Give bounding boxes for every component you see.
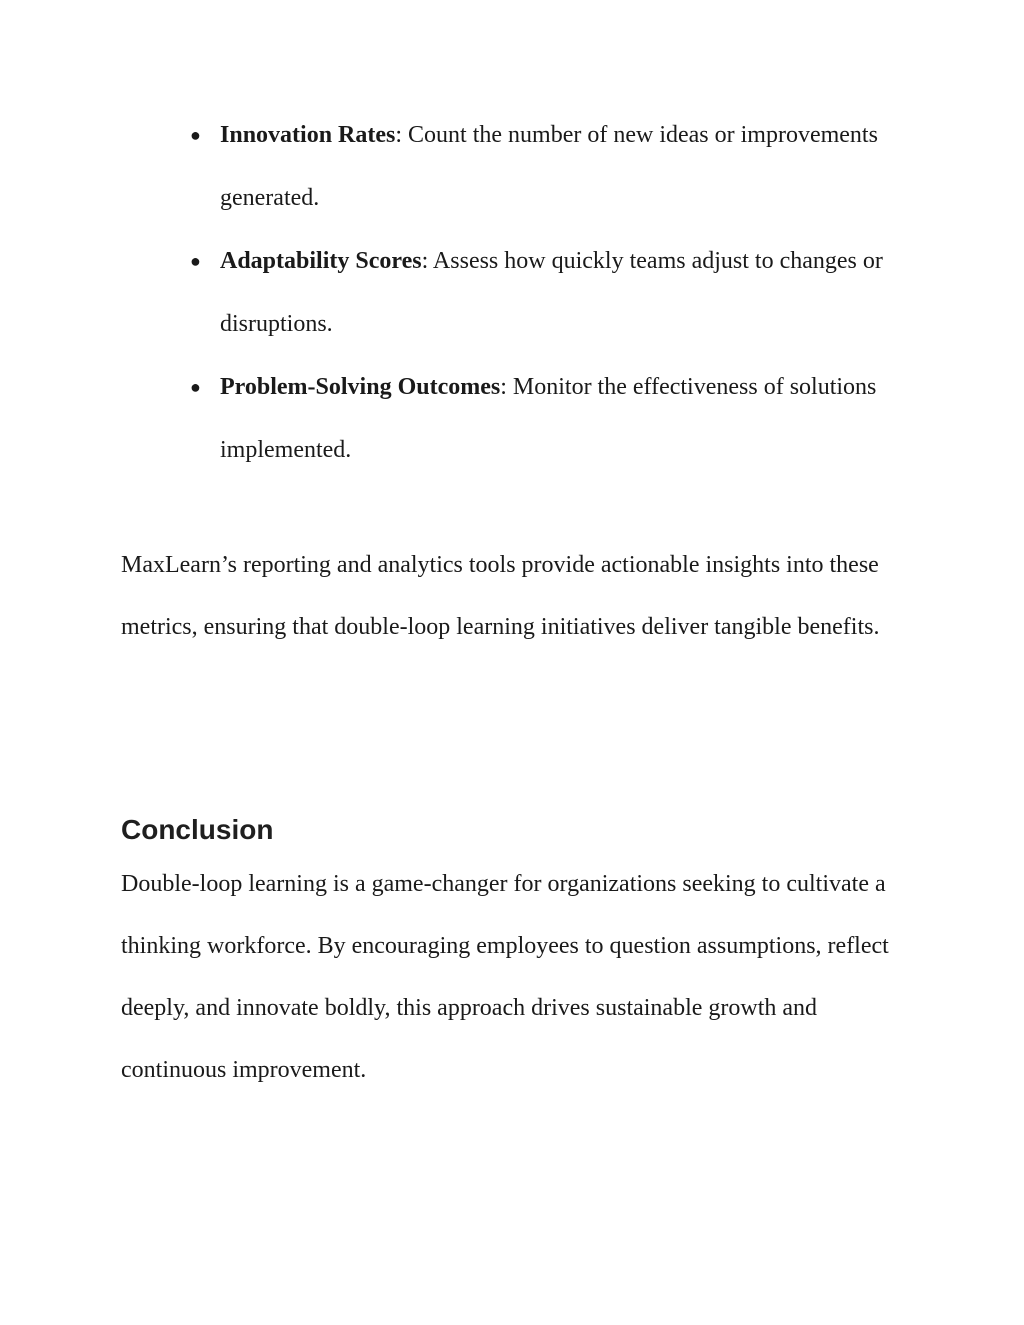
bullet-text: Assess how quickly teams adjust to changes or disruptions. [220,248,883,337]
bullet-term: Problem-Solving Outcomes [220,374,501,400]
bullet-text: Count the number of new ideas or improvements generated. [220,122,878,211]
bullet-separator: : [421,248,429,274]
analytics-paragraph: MaxLearn’s reporting and analytics tools provide actionable insights into these metrics, ensuring that double-loop learning initiatives deliver tangible benefits. [121,552,880,640]
list-item [190,104,910,230]
bullet-term: Adaptability Scores [220,248,422,274]
bullet-term: Innovation Rates [220,122,396,148]
bullet-separator: : [500,374,507,400]
list-item [190,230,910,356]
bullet-icon: ● [190,377,201,397]
metrics-bullet-list [190,104,910,482]
section-heading: Conclusion [121,814,274,845]
bullet-icon: ● [190,125,201,145]
bullet-icon: ● [190,251,201,271]
conclusion-paragraph: Double-loop learning is a game-changer for organizations seeking to cultivate a thinking workforce. By encouraging employees to question assumptions, reflect deeply, and innovate boldly, this approach drives sustainable growth and continuous improvement. [121,871,889,1083]
bullet-separator: : [395,122,403,148]
list-item [190,356,910,482]
bullet-text: Monitor the effectiveness of solutions implemented. [220,374,877,463]
